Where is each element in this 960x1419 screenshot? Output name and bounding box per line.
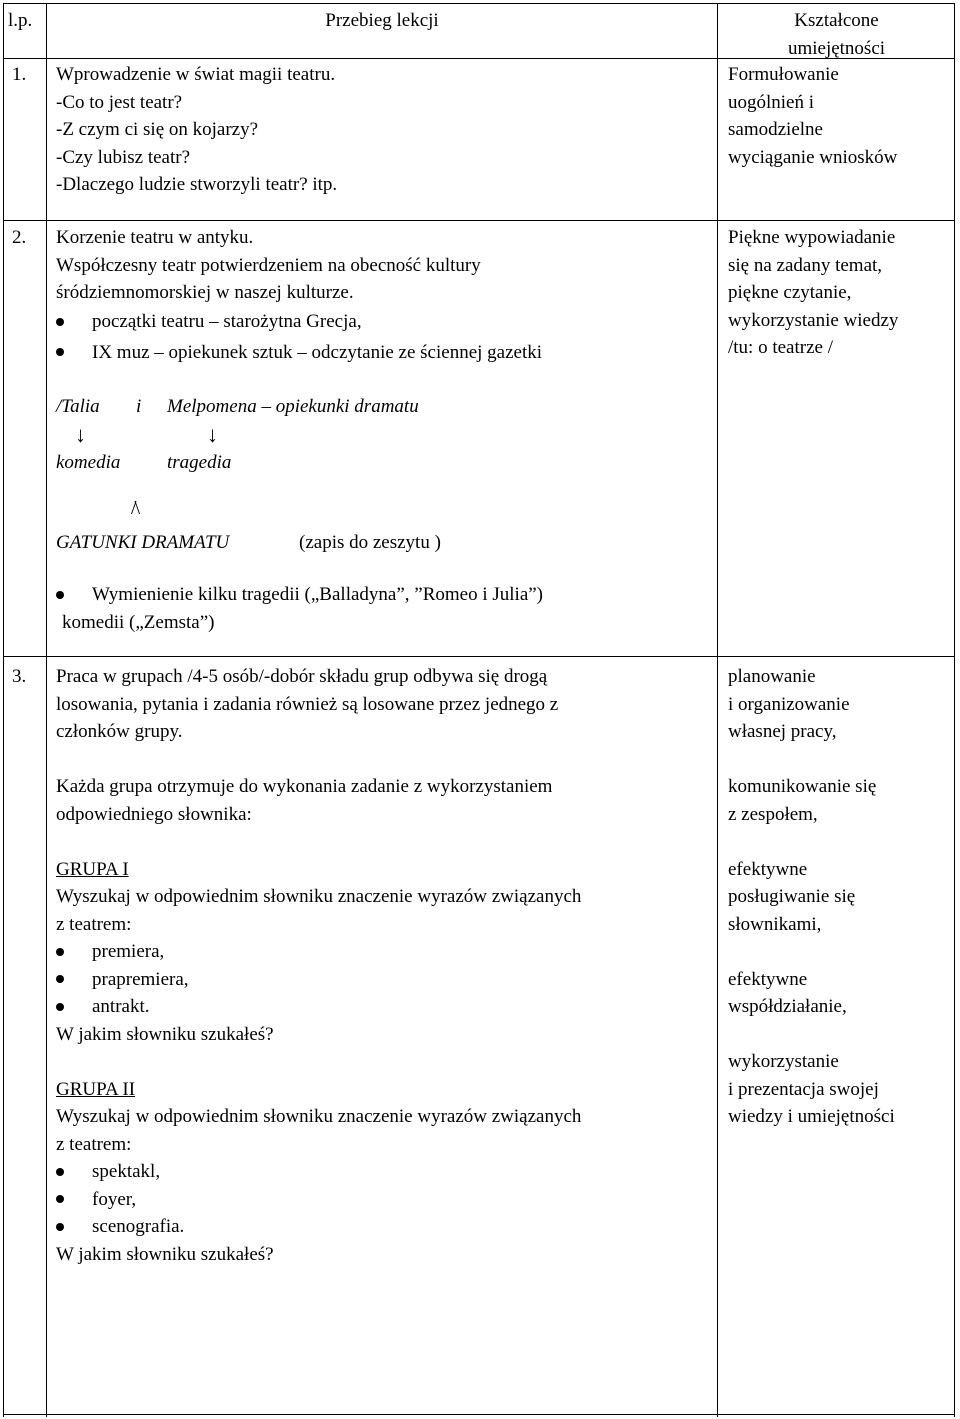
column-divider-lp [46,3,47,1417]
header-skills: Kształcone umiejętności [787,10,886,59]
row3-number: 3. [12,666,27,687]
arrow-down-icon: ↓ [207,422,218,447]
diagram-note: (zapis do zeszytu ) [299,532,441,553]
list-item: premiera, [56,938,581,966]
table-border-left [3,3,4,1417]
row2-number: 2. [12,227,27,248]
bullet-icon [56,1195,64,1203]
bullet-icon [56,948,64,956]
diagram-talia: /Talia [56,396,100,417]
list-item: prapremiera, [56,966,581,994]
arrow-down-icon: ↓ [75,422,86,447]
diagram-gatunki: GATUNKI DRAMATU [56,532,230,553]
list-item: początki teatru – starożytna Grecja, [56,308,542,336]
table-border-right [954,3,955,1417]
list-item: IX muz – opiekunek sztuk – odczytanie ze ściennej gazetki [56,339,542,367]
table-border-bottom [3,1414,955,1415]
header-lesson-course: Przebieg lekcji [325,10,439,31]
row-divider-2 [3,656,955,657]
bullet-icon [56,975,64,983]
list-item: Wymienienie kilku tragedii („Balladyna”, ”Romeo i Julia”) [56,581,543,609]
bullet-icon [56,1223,64,1231]
row3-content: Praca w grupach /4-5 osób/-dobór składu grup odbywa się drogą losowania, pytania i zadania również są losowane przez jednego z członków grupy. Każda grupa otrzymuje do wykonania zadanie z wykorzystaniem odpowiedniego słownika: GRUPA I Wyszukaj w odpowiednim słowniku znaczenie wyrazów związanych z teatrem: premiera, prapremiera, antrakt. W jakim słowniku szukałeś? GRUPA II Wyszukaj w odpowiednim słowniku znaczenie wyrazów związanych z teatrem: spektakl, foyer, scenografia. W jakim słowniku szukałeś? [56,666,582,1265]
diagram-melpomena: Melpomena – opiekunki dramatu [167,396,419,417]
table-border-top [3,3,955,4]
group1-title: GRUPA I [56,858,129,880]
column-divider-skills [717,3,718,1417]
diagram-tragedia: tragedia [167,452,232,473]
list-item: spektakl, [56,1158,581,1186]
row2-bullets [56,308,542,366]
row1-number: 1. [12,64,27,85]
row1-skills: Formułowanie uogólnień i samodzielne wyciąganie wniosków [728,64,898,168]
group2-title: GRUPA II [56,1078,136,1100]
bullet-icon [56,1003,64,1011]
bullet-icon [56,348,64,356]
list-item: antrakt. [56,993,581,1021]
bullet-icon [56,1168,64,1176]
caret-up-icon: /\ [131,497,139,519]
bullet-icon [56,318,64,326]
diagram-komedia: komedia [56,452,121,473]
row2-skills: Piękne wypowiadanie się na zadany temat, piękne czytanie, wykorzystanie wiedzy /tu: o teatrze / [728,227,899,358]
row-divider-1 [3,220,955,221]
list-item: scenografia. [56,1213,581,1241]
diagram-and: i [136,396,142,417]
header-lp: l.p. [8,10,33,31]
row2-intro: Korzenie teatru w antyku. Współczesny teatr potwierdzeniem na obecność kultury śródziemnomorskiej w naszej kulturze. [56,227,481,303]
list-item: foyer, [56,1186,581,1214]
lesson-plan-table [3,3,955,1417]
row2-examples: Wymienienie kilku tragedii („Balladyna”, ”Romeo i Julia”) komedii („Zemsta”) [56,581,543,636]
bullet-icon [56,591,64,599]
row3-skills: planowanie i organizowanie własnej pracy, komunikowanie się z zespołem, efektywne posługiwanie się słownikami, efektywne współdziałanie, wykorzystanie i prezentacja swojej wiedzy i umiejętności [728,666,895,1127]
row1-content: Wprowadzenie w świat magii teatru. -Co to jest teatr? -Z czym ci się on kojarzy? -Czy lubisz teatr? -Dlaczego ludzie stworzyli teatr? itp. [56,64,338,195]
